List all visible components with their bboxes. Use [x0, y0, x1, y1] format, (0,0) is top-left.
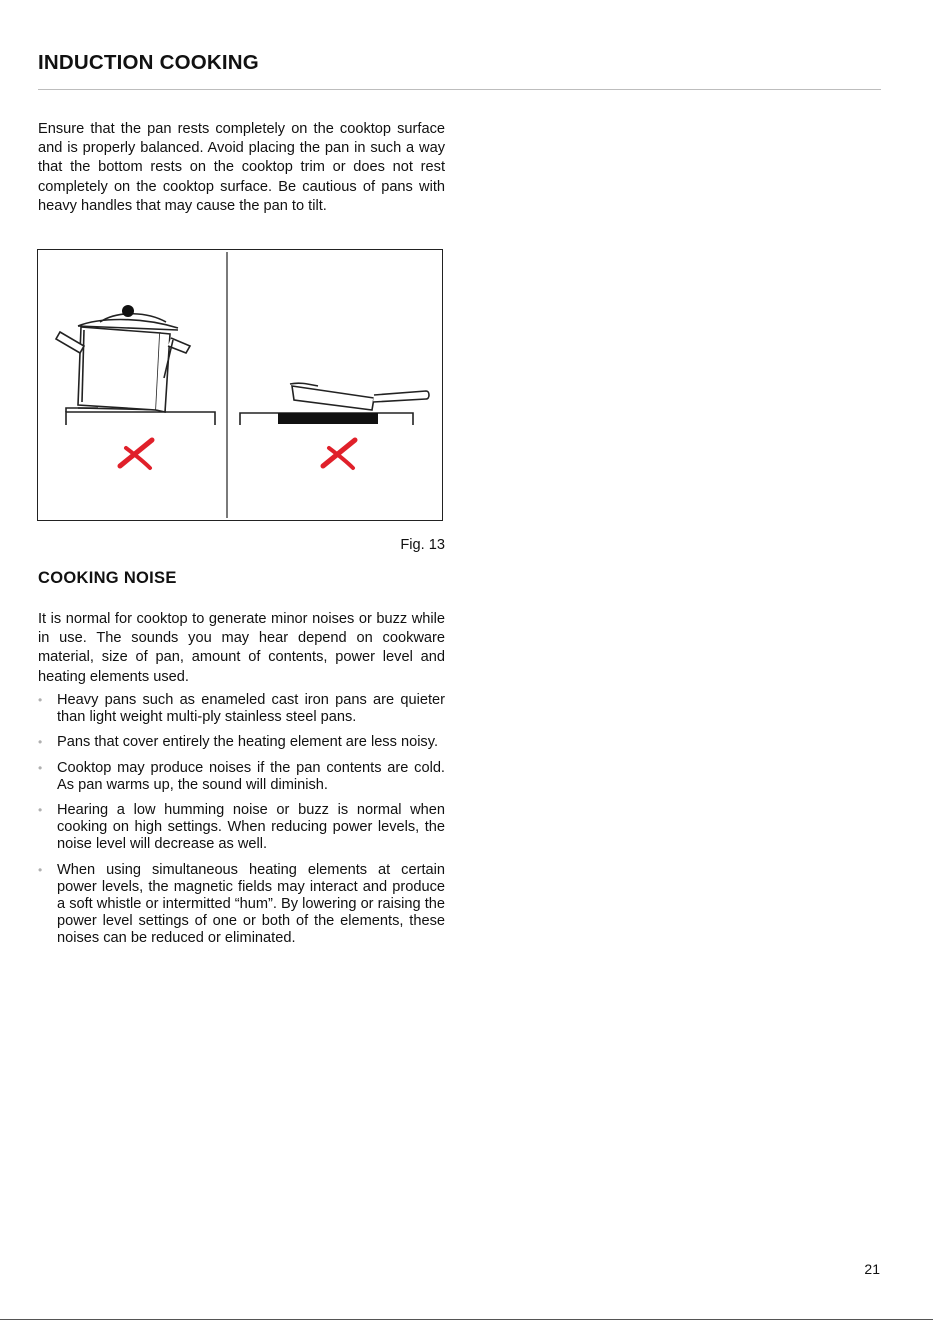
incorrect-cross-icon-left	[120, 440, 152, 468]
page-number: 21	[864, 1261, 880, 1277]
list-item-text: Heavy pans such as enameled cast iron pans are quieter than light weight multi-ply stainless steel pans.	[57, 692, 445, 726]
noise-intro-paragraph: It is normal for cooktop to generate minor noises or buzz while in use. The sounds you may hear depend on cookware material, size of pan, amount of contents, power level and heating elements used.	[38, 611, 445, 685]
incorrect-cross-icon-right	[323, 440, 355, 468]
lid-knob-icon	[122, 305, 134, 317]
section-title-cooking-noise: COOKING NOISE	[38, 569, 177, 587]
figure-13	[37, 249, 443, 521]
list-item	[38, 734, 445, 751]
list-item-text: Cooktop may produce noises if the pan contents are cold. As pan warms up, the sound will diminish.	[57, 759, 445, 793]
figure-caption: Fig. 13	[400, 537, 445, 553]
list-item-text: Pans that cover entirely the heating element are less noisy.	[57, 734, 438, 751]
tilted-pot-icon	[56, 314, 215, 425]
list-item	[38, 692, 445, 726]
bullet-icon: •	[38, 862, 43, 877]
list-item	[38, 862, 445, 948]
list-item	[38, 802, 445, 854]
bullet-icon: •	[38, 693, 43, 707]
title-divider	[38, 89, 881, 90]
list-item-text: When using simultaneous heating elements at certain power levels, the magnetic fields may interact and produce a soft whistle or intermitted “hum”. By lowering or raising the power level settings of one or both of the elements, these noises can be reduced or eliminated.	[57, 861, 445, 947]
bullet-icon: •	[38, 735, 43, 750]
noise-bullet-list	[38, 692, 445, 956]
pan-placement-illustration	[38, 250, 442, 520]
list-item	[38, 760, 445, 794]
page-bottom-border	[0, 1319, 933, 1320]
page-title: INDUCTION COOKING	[38, 51, 259, 74]
heating-element-icon	[278, 413, 378, 424]
bullet-icon: •	[38, 803, 43, 818]
bullet-icon: •	[38, 760, 43, 775]
intro-paragraph: Ensure that the pan rests completely on the cooktop surface and is properly balanced. Avoid placing the pan in such a way that the bottom rests on the cooktop trim or does not rest completely on the cooktop surface. Be cautious of pans with heavy handles that may cause the pan to tilt.	[38, 121, 445, 214]
list-item-text: Hearing a low humming noise or buzz is normal when cooking on high settings. When reducing power levels, the noise level will decrease as well.	[57, 802, 445, 853]
